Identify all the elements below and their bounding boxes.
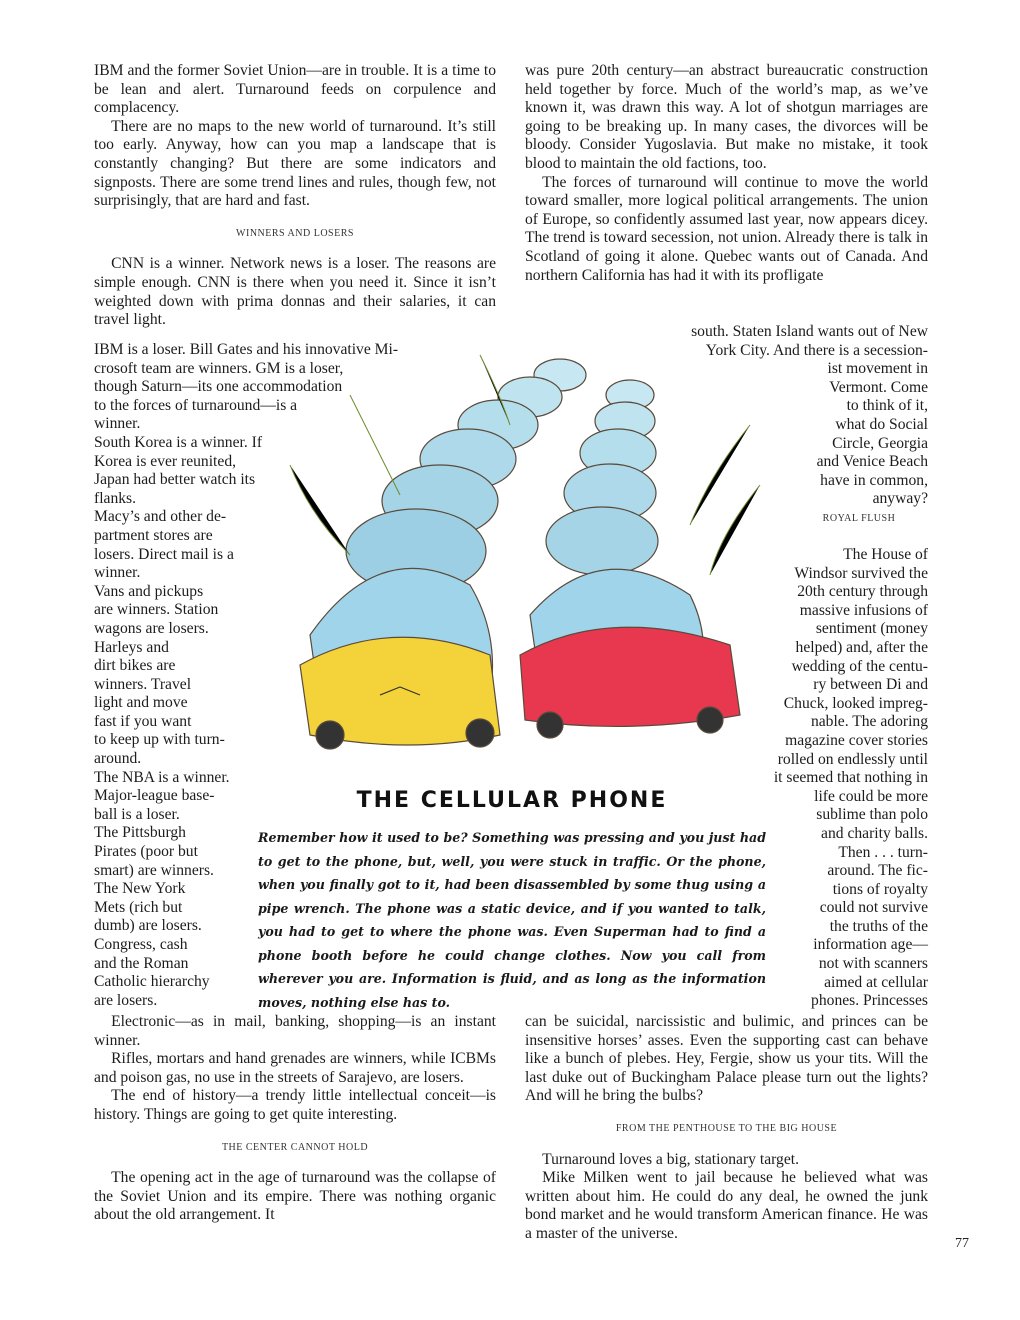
text-line: The Pittsburgh [94, 824, 186, 842]
text-line: life could be more [814, 787, 928, 805]
text-line: The House of [843, 546, 928, 563]
paragraph: There are no maps to the new world of turnaround. It’s still too early. Anyway, how can you map a landscape that is constantly changing? But there are some indicators and signposts. There are some trend lines and rules, though few, not surprisingly, that are hard and fast. [94, 117, 496, 210]
text-line: Circle, Georgia [832, 434, 928, 452]
text-line: The New York [94, 880, 186, 898]
text-line: IBM is a loser. Bill Gates and his innovative Mi- [94, 341, 399, 358]
text-line: nable. The adoring [810, 713, 928, 731]
section-heading-center: THE CENTER CANNOT HOLD [221, 1141, 369, 1153]
text-line: are winners. Station [94, 601, 219, 619]
text-line: Macy’s and other de- [94, 508, 227, 526]
section-heading-penthouse: FROM THE PENTHOUSE TO THE BIG HOUSE [615, 1122, 838, 1134]
traffic-illustration [230, 335, 790, 805]
text-line: are losers. [94, 991, 158, 1009]
text-line: and the Roman [94, 954, 189, 972]
text-line: what do Social [835, 415, 928, 433]
text-line: around. The fic- [827, 862, 928, 880]
paragraph: The opening act in the age of turnaround was the collapse of the Soviet Union and its empire. There was nothing organic about the old arrangement. It [94, 1169, 496, 1224]
text-line: magazine cover stories [785, 731, 928, 749]
text-line: Pirates (poor but [94, 843, 198, 861]
paragraph: can be suicidal, narcissistic and bulimic, and princes can be insensitive horses’ asses. Even the supporting cast can behave like a bunch of plebes. Hey, Fergie, show us your tits. Will the last duke out of Buckingham Palace please turn out the lights? And will he bring the bulbs? [525, 1013, 928, 1105]
text-line: Major-league base- [94, 787, 215, 805]
text-line: dumb) are losers. [94, 917, 202, 935]
right-ragged-text-bottom [774, 546, 928, 1011]
text-line: Vermont. Come [829, 378, 928, 396]
right-column-top [525, 62, 928, 285]
text-line: Harleys and [94, 638, 169, 656]
paragraph: was pure 20th century—an abstract bureaucratic construction held together by force. Much of the world’s map, as we’ve known it, was drawn this way. A lot of shotgun marriages are going to be breaking up. In many cases, the divorces will be bloody. Consider Yugoslavia. But make no mistake, it took blood to maintain the old factions, too. [525, 62, 928, 172]
text-line: Then . . . turn- [838, 843, 928, 861]
text-line: flanks. [94, 489, 137, 507]
left-column-top [94, 62, 496, 330]
text-line: partment stores are [94, 526, 213, 544]
text-line: crosoft team are winners. GM is a loser, [94, 359, 344, 377]
feature-body: Remember how it used to be? Something was pressing and you just had to get to the phone, but, well, you were stuck in traffic. Or the phone, when you finally got to it, had been disassembled by some thug using a pipe wrench. The phone was a static device, and if you wanted to talk, you had to get to where the phone was. Even Superman had to find a phone booth before he could change clothes. Now you call from wherever you are. Information is fluid, and as long as the information moves, nothing else has to. [258, 830, 766, 1010]
text-line: ist movement in [827, 360, 928, 378]
text-line: winners. Travel [94, 675, 192, 693]
text-line: wedding of the centu- [791, 657, 928, 675]
text-line: and Venice Beach [816, 453, 928, 471]
text-line: The NBA is a winner. [94, 768, 230, 786]
text-line: rolled on endlessly until [777, 750, 928, 768]
text-line: Congress, cash [94, 936, 188, 953]
text-line: Korea is ever reunited, [94, 452, 237, 470]
text-line: to the forces of turnaround—is a [94, 396, 298, 414]
text-line: around. [94, 750, 142, 768]
text-line: York City. And there is a secession- [705, 341, 928, 359]
text-line: fast if you want [94, 712, 192, 730]
text-line: phones. Princesses [811, 992, 928, 1010]
text-line: Japan had better watch its [94, 471, 256, 489]
text-line: aimed at cellular [824, 973, 928, 991]
paragraph: The forces of turnaround will continue to move the world toward smaller, more logical political arrangements. The union of Europe, so confidently assumed last year, now appears dicey. The trend is toward secession, not union. Already there is talk in Scotland of going it alone. Quebec wants out of Canada. And northern California has had it with its profligate [525, 173, 928, 284]
text-line: South Korea is a winner. If [94, 433, 263, 451]
text-line: winner. [94, 564, 141, 582]
text-line: Chuck, looked impreg- [783, 694, 928, 712]
red-car-queue [520, 380, 740, 738]
text-line: Catholic hierarchy [94, 973, 210, 991]
section-heading-winners: WINNERS AND LOSERS [236, 227, 354, 239]
text-line: ball is a loser. [94, 805, 180, 823]
text-line: anyway? [872, 490, 928, 508]
text-line: have in common, [820, 471, 928, 489]
paragraph: Electronic—as in mail, banking, shopping—is an instant winner. [94, 1013, 496, 1049]
text-line: could not survive [819, 899, 928, 917]
text-line: helped) and, after the [795, 638, 928, 656]
text-line: to keep up with turn- [94, 731, 225, 749]
text-line: dirt bikes are [94, 657, 176, 675]
text-line: smart) are winners. [94, 861, 214, 879]
text-line: winner. [94, 415, 141, 433]
text-line: sentiment (money [815, 620, 928, 638]
paragraph: The end of history—a trendy little intellectual conceit—is history. Things are going to get quite interesting. [94, 1087, 496, 1123]
left-column-bottom [94, 1013, 496, 1225]
text-line: and charity balls. [821, 824, 928, 842]
text-line: massive infusions of [799, 601, 928, 619]
text-line: ry between Di and [813, 676, 928, 694]
text-line: Vans and pickups [94, 582, 204, 600]
text-line: information age— [813, 936, 928, 954]
section-heading-royal: ROYAL FLUSH [822, 513, 896, 524]
text-line: it seemed that nothing in [773, 769, 928, 787]
text-line: not with scanners [818, 955, 928, 973]
paragraph: Rifles, mortars and hand grenades are winners, while ICBMs and poison gas, no use in the streets of Sarajevo, are losers. [94, 1050, 496, 1086]
text-line: wagons are losers. [94, 619, 209, 637]
paragraph: CNN is a winner. Network news is a loser. The reasons are simple enough. CNN is there when you need it. Since it isn’t weighted down with prima donnas and their salaries, it can travel light. [94, 255, 496, 329]
feature-title: THE CELLULAR PHONE [356, 788, 668, 813]
text-line: sublime than polo [816, 806, 928, 824]
text-line: the truths of the [829, 917, 928, 935]
page-number: 77 [955, 1236, 969, 1251]
paragraph: Mike Milken went to jail because he believed what was written about him. He could do any deal, he owned the junk bond market and he would transform American finance. He was a master of the universe. [525, 1169, 928, 1242]
paragraph: Turnaround loves a big, stationary target. [542, 1150, 799, 1168]
text-line: Mets (rich but [94, 898, 183, 916]
text-line: losers. Direct mail is a [94, 545, 234, 563]
text-line: Windsor survived the [794, 564, 928, 582]
text-line: to think of it, [846, 397, 928, 415]
paragraph: IBM and the former Soviet Union—are in trouble. It is a time to be lean and alert. Turnaround feeds on corpulence and complacency. [94, 62, 496, 117]
text-line: though Saturn—its one accommodation [94, 378, 343, 396]
text-line: light and move [94, 694, 188, 712]
text-line: tions of royalty [832, 880, 928, 898]
text-line: south. Staten Island wants out of New [691, 323, 928, 340]
text-line: 20th century through [797, 583, 928, 601]
right-column-bottom [525, 1013, 928, 1244]
